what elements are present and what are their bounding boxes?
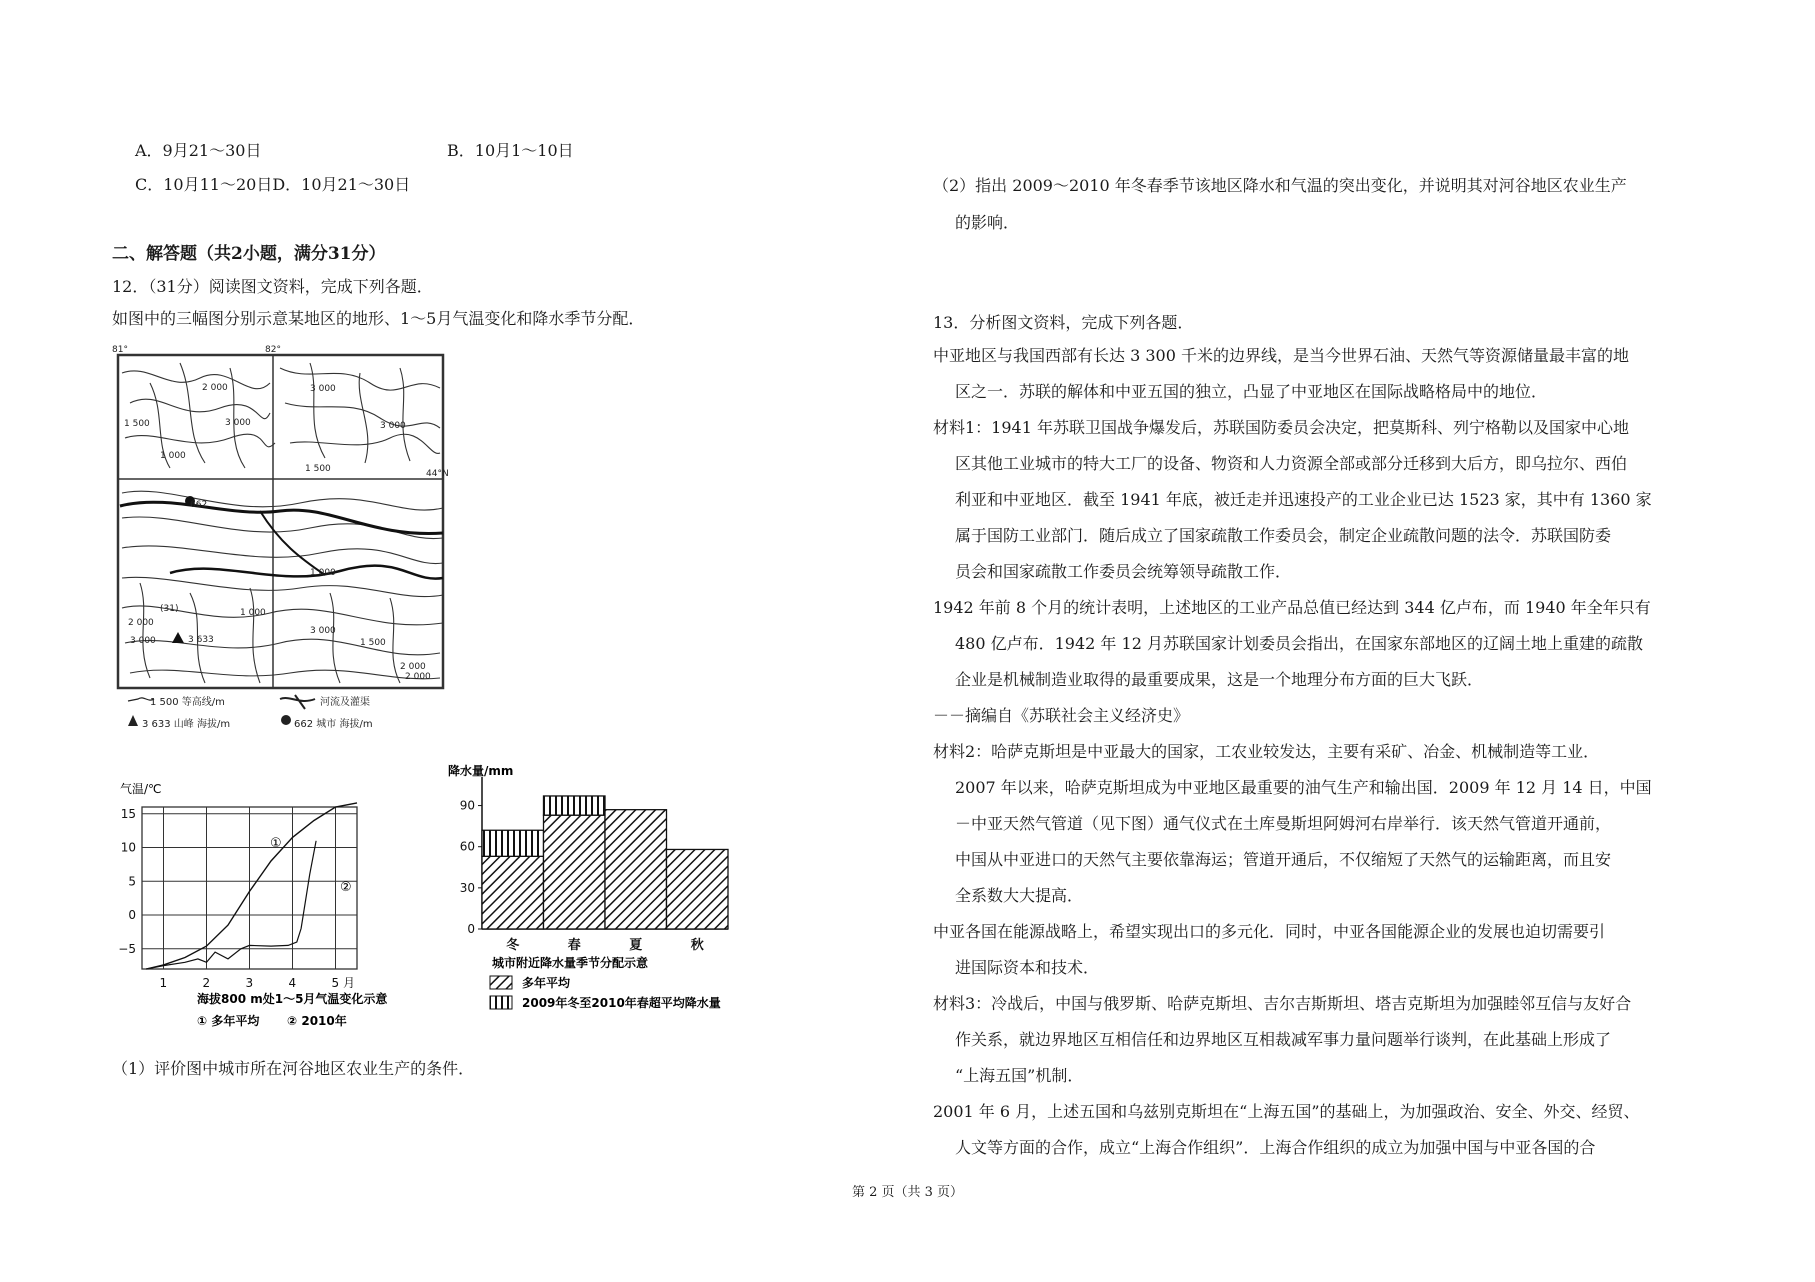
contour-label: 1 500 <box>360 638 386 648</box>
y-tick-label: 90 <box>459 798 475 813</box>
contour-label: 1 000 <box>160 451 186 461</box>
legend-swatch-average <box>490 976 512 989</box>
x-tick-label: 1 <box>159 976 168 990</box>
bar-average <box>482 856 544 929</box>
contour-label: 3 000 <box>225 418 251 428</box>
peak-marker-icon <box>172 632 184 643</box>
precip-chart-caption: 城市附近降水量季节分配示意 <box>492 956 649 970</box>
y-tick-label: 5 <box>128 874 136 889</box>
contour-label: (31) <box>160 604 179 614</box>
material-line: 利亚和中亚地区．截至 1941 年底，被迁走并迅速投产的工业企业已达 1523 家，其中有 1360 家 <box>955 490 1652 509</box>
series-line <box>146 841 316 969</box>
y-tick-label: 0 <box>128 908 136 922</box>
precip-legend-1: 多年平均 <box>522 976 571 990</box>
x-tick-label: 夏 <box>629 938 643 953</box>
peak-elevation-label: 3 633 <box>188 635 214 645</box>
q12-sub2-line2: 的影响． <box>955 213 1020 232</box>
contour-label: 1 500 <box>305 464 331 474</box>
x-tick-label: 冬 <box>506 938 520 953</box>
q13-material <box>933 345 1733 1173</box>
material-line: 作关系，就边界地区互相信任和边界地区互相裁减军事力量问题举行谈判，在此基础上形成了 <box>955 1030 1612 1049</box>
option-a: A．9月21～30日 <box>135 141 262 160</box>
section-title: 二、解答题（共2小题，满分31分） <box>112 244 386 264</box>
bar-average <box>605 810 667 929</box>
y-tick-label: 0 <box>467 922 475 936</box>
bar-excess <box>544 796 606 815</box>
contour-label: 1 500 <box>124 419 150 429</box>
x-tick-label: 2 <box>202 976 211 990</box>
q12-sub2-line1: （2）指出 2009～2010 年冬春季节该地区降水和气温的突出变化，并说明其对河谷地区农业生产 <box>933 176 1627 195</box>
contour-label: 2 000 <box>202 383 228 393</box>
x-tick-label: 4 <box>288 976 297 990</box>
y-tick-label: −5 <box>118 941 136 956</box>
lon-label-82: 82° <box>265 345 281 355</box>
temp-legend-1: ① 多年平均 <box>197 1014 260 1028</box>
material-line: 中亚地区与我国西部有长达 3 300 千米的边界线，是当今世界石油、天然气等资源储量最丰富的地 <box>933 346 1629 365</box>
contour-label: 1 000 <box>310 568 336 578</box>
y-tick-label: 60 <box>459 839 475 854</box>
q12-sub1: （1）评价图中城市所在河谷地区农业生产的条件． <box>112 1059 475 1078</box>
contour-label: 2 000 <box>128 618 154 628</box>
lon-label-81: 81° <box>112 345 128 355</box>
contour-label: 2 000 <box>400 662 426 672</box>
contour-label: 3 000 <box>310 384 336 394</box>
legend-river-label: 河流及灌渠 <box>320 697 370 708</box>
material-line: －－摘编自《苏联社会主义经济史》 <box>933 706 1190 725</box>
material-line: 材料3：冷战后，中国与俄罗斯、哈萨克斯坦、吉尔吉斯斯坦、塔吉克斯坦为加强睦邻互信与友好合 <box>933 994 1632 1013</box>
precip-chart-ylabel: 降水量/mm <box>448 764 514 778</box>
material-line: 区之一．苏联的解体和中亚五国的独立，凸显了中亚地区在国际战略格局中的地位． <box>955 382 1548 401</box>
material-line: 进国际资本和技术． <box>955 958 1100 977</box>
city-elevation-label: 662 <box>190 500 208 510</box>
temp-chart-caption: 海拔800 m处1～5月气温变化示意 <box>197 992 388 1006</box>
precip-legend-2: 2009年冬至2010年春超平均降水量 <box>522 996 721 1010</box>
bar-excess <box>482 830 544 856</box>
material-line: 2007 年以来，哈萨克斯坦成为中亚地区最重要的油气生产和输出国．2009 年 12 月 14 日，中国 <box>955 778 1652 797</box>
material-line: 全系数大大提高． <box>955 886 1084 905</box>
y-tick-label: 15 <box>120 806 136 821</box>
material-line: 材料1：1941 年苏联卫国战争爆发后，苏联国防委员会决定，把莫斯科、列宁格勒以及国家中心地 <box>933 418 1629 437</box>
contour-label: 1 000 <box>240 608 266 618</box>
q12-heading: 12．（31分）阅读图文资料，完成下列各题． <box>112 277 433 296</box>
precipitation-chart <box>440 757 740 1042</box>
material-line: 属于国防工业部门．随后成立了国家疏散工作委员会，制定企业疏散问题的法令．苏联国防委 <box>955 526 1612 545</box>
x-tick-label: 5 月 <box>331 976 355 990</box>
option-c-d: C．10月11～20日D．10月21～30日 <box>135 175 411 194</box>
q13-heading: 13．分析图文资料，完成下列各题． <box>933 313 1194 332</box>
material-line: 中亚各国在能源战略上，希望实现出口的多元化．同时，中亚各国能源企业的发展也迫切需要引 <box>933 922 1606 941</box>
temp-chart-ylabel: 气温/℃ <box>120 782 162 796</box>
material-line: 员会和国家疏散工作委员会统筹领导疏散工作． <box>955 562 1292 581</box>
material-line: 中国从中亚进口的天然气主要依靠海运；管道开通后，不仅缩短了天然气的运输距离，而且安 <box>955 850 1612 869</box>
material-line: 区其他工业城市的特大工厂的设备、物资和人力资源全部或部分迁移到大后方，即乌拉尔、西伯 <box>955 454 1628 473</box>
contour-label: 2 000 <box>405 672 431 682</box>
legend-peak-label: 3 633 山峰 海拔/m <box>142 719 231 730</box>
curve-label-1: ① <box>270 836 282 851</box>
material-line: “上海五国”机制． <box>955 1066 1084 1085</box>
material-line: 材料2：哈萨克斯坦是中亚最大的国家，工农业较发达，主要有采矿、冶金、机械制造等工业． <box>933 742 1600 761</box>
curve-label-2: ② <box>340 880 352 895</box>
x-tick-label: 3 <box>245 976 254 990</box>
legend-contour-label: 1 500 等高线/m <box>150 697 225 708</box>
y-tick-label: 10 <box>120 840 136 855</box>
temp-legend-2: ② 2010年 <box>287 1014 347 1028</box>
material-line: 2001 年 6 月，上述五国和乌兹别克斯坦在“上海五国”的基础上，为加强政治、安全、外交、经贸、 <box>933 1102 1640 1121</box>
material-line: －中亚天然气管道（见下图）通气仪式在土库曼斯坦阿姆河右岸举行．该天然气管道开通前， <box>955 814 1612 833</box>
material-line: 1942 年前 8 个月的统计表明，上述地区的工业产品总值已经达到 344 亿卢布，而 1940 年全年只有 <box>933 598 1651 617</box>
material-line: 480 亿卢布．1942 年 12 月苏联国家计划委员会指出，在国家东部地区的辽阔土地上重建的疏散 <box>955 634 1643 653</box>
series-line <box>146 803 357 969</box>
temperature-chart <box>112 775 437 1035</box>
bar-average <box>667 849 729 929</box>
material-line: 企业是机械制造业取得的最重要成果，这是一个地理分布方面的巨大飞跃． <box>955 670 1484 689</box>
lat-label-44: 44°N <box>426 469 449 479</box>
legend-swatch-excess <box>490 996 512 1009</box>
contour-label: 3 000 <box>310 626 336 636</box>
q12-intro: 如图中的三幅图分别示意某地区的地形、1～5月气温变化和降水季节分配． <box>112 309 645 328</box>
contour-label: 3 000 <box>380 421 406 431</box>
terrain-map <box>110 343 460 733</box>
y-tick-label: 30 <box>459 880 475 895</box>
x-tick-label: 秋 <box>690 938 704 953</box>
page-footer: 第 2 页（共 3 页） <box>851 1185 964 1200</box>
contour-label: 3 000 <box>130 636 156 646</box>
material-line: 人文等方面的合作，成立“上海合作组织”．上海合作组织的成立为加强中国与中亚各国的合 <box>955 1138 1596 1157</box>
option-b: B．10月1～10日 <box>447 141 574 160</box>
bar-average <box>544 815 606 929</box>
legend-city-label: 662 城市 海拔/m <box>294 719 373 730</box>
x-tick-label: 春 <box>567 938 581 953</box>
